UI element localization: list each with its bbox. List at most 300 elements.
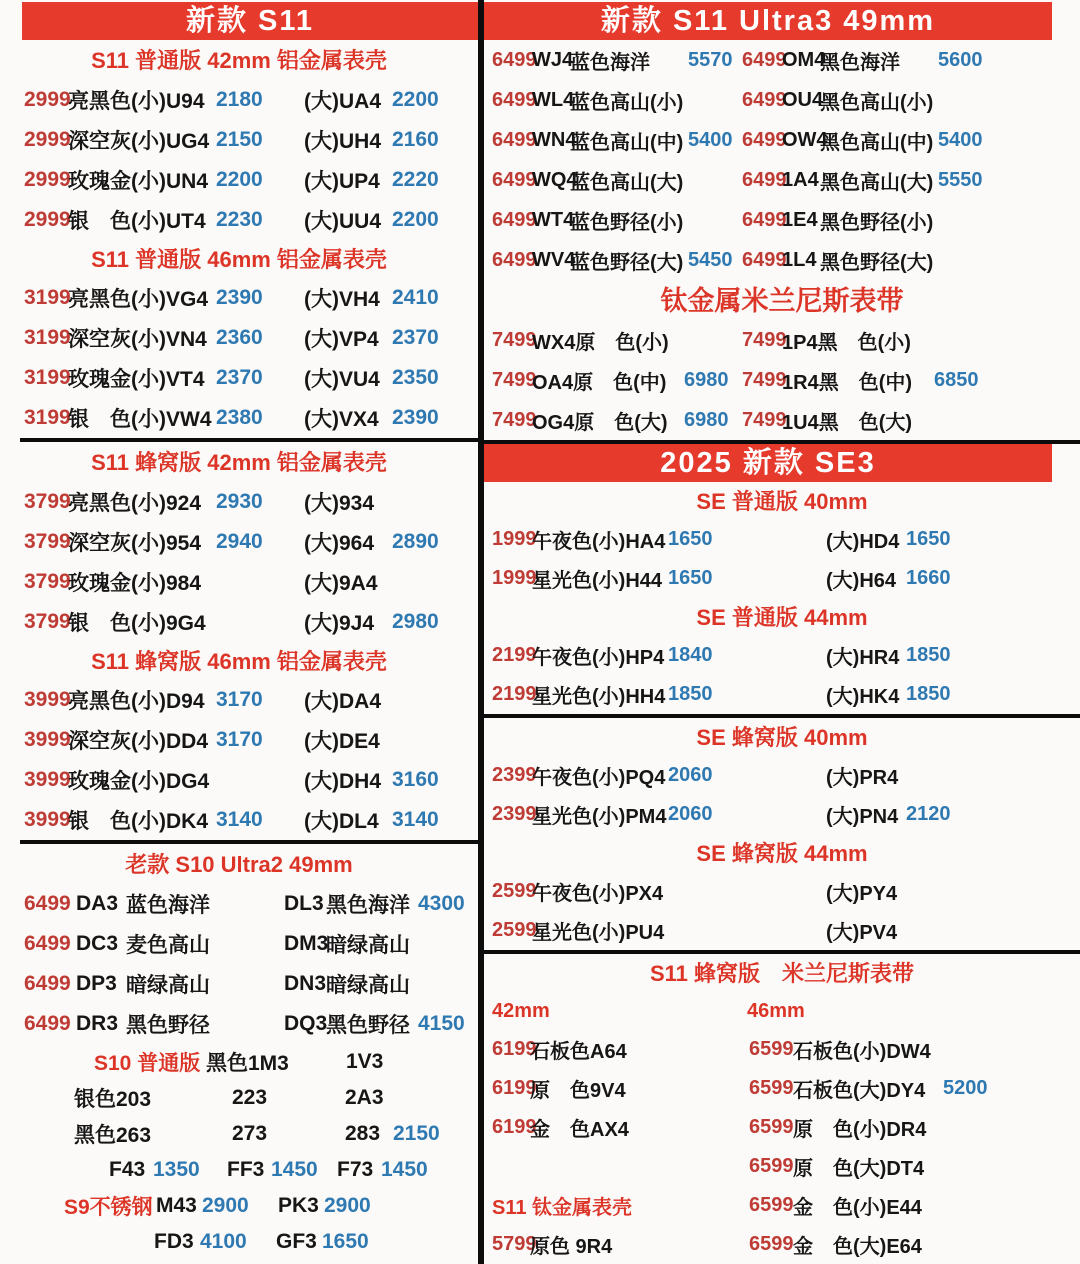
quote-price: 2150 bbox=[393, 1122, 440, 1145]
model-label: 玫瑰金(小)984 bbox=[68, 572, 202, 595]
table-row bbox=[484, 200, 1080, 240]
model-label: 黑色263 bbox=[74, 1124, 152, 1147]
model-label: DL3 bbox=[284, 892, 324, 915]
model-label: 石板色A64 bbox=[530, 1041, 627, 1063]
list-price: 6499 bbox=[742, 248, 787, 271]
list-price: 6499 bbox=[742, 208, 787, 231]
list-price: 5799 bbox=[492, 1233, 537, 1255]
model-label: OA4原 色(中) bbox=[532, 371, 667, 394]
model-label: 玫瑰金(小)VT4 bbox=[68, 368, 205, 391]
table-row bbox=[0, 720, 478, 760]
quote-price: 3170 bbox=[216, 728, 263, 751]
list-price: 6499 bbox=[24, 892, 71, 915]
table-row bbox=[0, 120, 478, 160]
list-price: 2999 bbox=[24, 88, 71, 111]
model-label: OU4 bbox=[782, 88, 824, 111]
right-column bbox=[484, 0, 1080, 1264]
quote-price: 1450 bbox=[381, 1158, 428, 1181]
table-row bbox=[0, 760, 478, 800]
list-price: 2399 bbox=[492, 803, 537, 825]
section-header: S11 蜂窝版 米兰尼斯表带 bbox=[649, 961, 915, 986]
model-label: (大)UH4 bbox=[304, 130, 381, 153]
model-label: 蓝色海洋 bbox=[126, 894, 210, 917]
model-label: (大)9J4 bbox=[304, 612, 375, 635]
quote-price: 3140 bbox=[392, 808, 439, 831]
model-label: OM4 bbox=[782, 48, 826, 71]
model-label: WT4 bbox=[532, 208, 575, 231]
list-price: 6199 bbox=[492, 1077, 537, 1099]
quote-price: 2360 bbox=[216, 326, 263, 349]
model-label: 黑色高山(小) bbox=[820, 91, 934, 114]
model-label: 午夜色(小)PX4 bbox=[532, 883, 664, 905]
model-label: (大)9A4 bbox=[304, 572, 378, 595]
table-row bbox=[484, 1069, 1080, 1108]
list-price: 2599 bbox=[492, 880, 537, 902]
model-label: OG4原 色(大) bbox=[532, 411, 668, 434]
quote-price: 2200 bbox=[392, 88, 439, 111]
list-price: 7499 bbox=[492, 408, 537, 431]
table-row bbox=[0, 680, 478, 720]
quote-price: 6850 bbox=[934, 368, 979, 391]
model-label: 深空灰(小)UG4 bbox=[68, 130, 210, 153]
quote-price: 2370 bbox=[392, 326, 439, 349]
model-label: (大)VP4 bbox=[304, 328, 379, 351]
quote-price: 4100 bbox=[200, 1230, 247, 1253]
model-label: 亮黑色(小)924 bbox=[68, 492, 202, 515]
quote-price: 2230 bbox=[216, 208, 263, 231]
model-label: 银 色(小)9G4 bbox=[68, 612, 206, 635]
table-row bbox=[484, 1225, 1080, 1264]
list-price: 6499 bbox=[492, 168, 537, 191]
quote-price: 1650 bbox=[906, 528, 951, 550]
table-row bbox=[0, 800, 478, 840]
list-price: 6499 bbox=[742, 128, 787, 151]
table-row bbox=[484, 120, 1080, 160]
model-label: 星光色(小)PU4 bbox=[532, 922, 665, 944]
model-label: (大)H64 bbox=[826, 570, 897, 592]
quote-price: 1650 bbox=[668, 567, 713, 589]
model-label: 1P4黑 色(小) bbox=[782, 331, 911, 354]
model-label: 星光色(小)HH4 bbox=[532, 686, 666, 708]
model-label: 黑色野径(大) bbox=[820, 251, 934, 274]
model-label: 黑色高山(大) bbox=[820, 171, 934, 194]
model-label: DQ3 bbox=[284, 1012, 328, 1035]
list-price: 6499 bbox=[742, 48, 787, 71]
model-label: 黑色野径 bbox=[326, 1014, 410, 1037]
model-label: 玫瑰金(小)DG4 bbox=[68, 770, 210, 793]
model-label: 暗绿高山 bbox=[126, 974, 210, 997]
quote-price: 4300 bbox=[418, 892, 465, 915]
model-label: 银色203 bbox=[74, 1088, 152, 1111]
list-price: 3999 bbox=[24, 808, 71, 831]
model-label: DN3 bbox=[284, 972, 327, 995]
list-price: 7499 bbox=[742, 408, 787, 431]
quote-price: 3170 bbox=[216, 688, 263, 711]
model-label: (大)PN4 bbox=[826, 806, 899, 828]
table-row bbox=[0, 1004, 478, 1044]
model-label: 银 色(小)VW4 bbox=[68, 408, 212, 431]
quote-price: 6980 bbox=[684, 368, 729, 391]
list-price: 7499 bbox=[492, 328, 537, 351]
table-row bbox=[484, 520, 1080, 559]
list-price: 6199 bbox=[492, 1038, 537, 1060]
table-row bbox=[484, 400, 1080, 440]
model-label: 1A4 bbox=[782, 168, 819, 191]
list-price: 3799 bbox=[24, 530, 71, 553]
model-label: 亮黑色(小)D94 bbox=[68, 690, 205, 713]
list-price: 3799 bbox=[24, 490, 71, 513]
list-price: 6599 bbox=[749, 1116, 794, 1138]
quote-price: 2060 bbox=[668, 764, 713, 786]
model-label: F43 bbox=[109, 1158, 146, 1181]
inline-header: S10 普通版 bbox=[94, 1052, 201, 1075]
model-label: DC3 bbox=[76, 932, 119, 955]
quote-price: 6980 bbox=[684, 408, 729, 431]
table-row bbox=[0, 1116, 478, 1152]
table-row bbox=[0, 522, 478, 562]
table-row bbox=[484, 40, 1080, 80]
table-row bbox=[484, 1030, 1080, 1069]
model-label: (大)HR4 bbox=[826, 647, 900, 669]
section-banner: 2025 新款 SE3 bbox=[484, 444, 1052, 482]
model-label: (大)VU4 bbox=[304, 368, 380, 391]
section-header: SE 蜂窝版 44mm bbox=[696, 841, 868, 866]
list-price: 7499 bbox=[742, 368, 787, 391]
table-row bbox=[484, 240, 1080, 280]
model-label: DM3 bbox=[284, 932, 329, 955]
model-label: 蓝色海洋 bbox=[570, 51, 650, 74]
table-row bbox=[484, 1186, 1080, 1225]
quote-price: 1850 bbox=[906, 644, 951, 666]
quote-price: 3160 bbox=[392, 768, 439, 791]
table-row bbox=[484, 80, 1080, 120]
quote-price: 1350 bbox=[153, 1158, 200, 1181]
section-header: S11 普通版 42mm 铝金属表壳 bbox=[91, 48, 387, 73]
model-label: 银 色(小)DK4 bbox=[68, 810, 208, 833]
quote-price: 2390 bbox=[392, 406, 439, 429]
quote-price: 2930 bbox=[216, 490, 263, 513]
list-price: 2999 bbox=[24, 168, 71, 191]
list-price: 3999 bbox=[24, 768, 71, 791]
model-label: 黑色海洋 bbox=[820, 51, 900, 74]
model-label: FD3 bbox=[154, 1230, 194, 1253]
model-label: 星光色(小)H44 bbox=[532, 570, 663, 592]
model-label: 蓝色高山(中) bbox=[570, 131, 684, 154]
list-price: 3999 bbox=[24, 688, 71, 711]
model-label: 金 色AX4 bbox=[530, 1119, 629, 1141]
table-row bbox=[0, 200, 478, 240]
table-row bbox=[484, 636, 1080, 675]
model-label: FF3 bbox=[227, 1158, 265, 1181]
quote-price: 2060 bbox=[668, 803, 713, 825]
model-label: (大)HK4 bbox=[826, 686, 900, 708]
model-label: 星光色(小)PM4 bbox=[532, 806, 667, 828]
list-price: 6499 bbox=[492, 128, 537, 151]
model-label: 1E4 bbox=[782, 208, 818, 231]
model-label: 玫瑰金(小)UN4 bbox=[68, 170, 208, 193]
model-label: 蓝色高山(小) bbox=[570, 91, 684, 114]
model-label: 2A3 bbox=[345, 1086, 384, 1109]
quote-price: 1450 bbox=[271, 1158, 318, 1181]
list-price: 7499 bbox=[742, 328, 787, 351]
model-label: (大)PV4 bbox=[826, 922, 898, 944]
model-label: WV4 bbox=[532, 248, 576, 271]
model-label: 暗绿高山 bbox=[326, 974, 410, 997]
table-row bbox=[484, 992, 1080, 1030]
table-row bbox=[0, 1224, 478, 1260]
model-label: OW4 bbox=[782, 128, 828, 151]
model-label: 原色 9R4 bbox=[530, 1236, 613, 1258]
model-label: DA3 bbox=[76, 892, 119, 915]
model-label: (大)UU4 bbox=[304, 210, 381, 233]
quote-price: 5400 bbox=[688, 128, 733, 151]
table-row bbox=[0, 482, 478, 522]
model-label: 黑色野径(小) bbox=[820, 211, 934, 234]
model-label: 午夜色(小)HA4 bbox=[532, 531, 666, 553]
model-label: (大)934 bbox=[304, 492, 375, 515]
quote-price: 1840 bbox=[668, 644, 713, 666]
quote-price: 2370 bbox=[216, 366, 263, 389]
model-label: 原 色9V4 bbox=[530, 1080, 626, 1102]
list-price: 6499 bbox=[742, 88, 787, 111]
table-row bbox=[0, 884, 478, 924]
quote-price: 2410 bbox=[392, 286, 439, 309]
quote-price: 2350 bbox=[392, 366, 439, 389]
model-label: WX4原 色(小) bbox=[532, 331, 669, 354]
model-label: DR3 bbox=[76, 1012, 119, 1035]
list-price: 6199 bbox=[492, 1116, 537, 1138]
list-price: 6599 bbox=[749, 1038, 794, 1060]
model-label: 金 色(小)E44 bbox=[793, 1197, 922, 1219]
list-price: 6499 bbox=[492, 248, 537, 271]
left-column-banner: 新款 S11 bbox=[22, 2, 478, 40]
list-price: 6499 bbox=[492, 208, 537, 231]
model-label: (大)VH4 bbox=[304, 288, 380, 311]
quote-price: 1650 bbox=[322, 1230, 369, 1253]
model-label: 283 bbox=[345, 1122, 381, 1145]
list-price: 6599 bbox=[749, 1155, 794, 1177]
list-price: 6499 bbox=[492, 88, 537, 111]
model-label: M43 bbox=[156, 1194, 197, 1217]
quote-price: 2150 bbox=[216, 128, 263, 151]
section-header: 钛金属米兰尼斯表带 bbox=[660, 286, 904, 316]
quote-price: 5400 bbox=[938, 128, 983, 151]
model-label: 1L4 bbox=[782, 248, 817, 271]
model-label: (大)PY4 bbox=[826, 883, 898, 905]
list-price: 1999 bbox=[492, 528, 537, 550]
table-row bbox=[0, 1044, 478, 1080]
quote-price: 2980 bbox=[392, 610, 439, 633]
model-label: 午夜色(小)PQ4 bbox=[532, 767, 666, 789]
table-row bbox=[0, 602, 478, 642]
list-price: 6499 bbox=[24, 972, 71, 995]
inline-header: 42mm bbox=[492, 999, 550, 1022]
table-row bbox=[484, 559, 1080, 598]
table-row bbox=[484, 160, 1080, 200]
list-price: 7499 bbox=[492, 368, 537, 391]
table-row bbox=[484, 675, 1080, 714]
table-row bbox=[484, 1147, 1080, 1186]
quote-price: 5450 bbox=[688, 248, 733, 271]
model-label: 223 bbox=[232, 1086, 268, 1109]
list-price: 3999 bbox=[24, 728, 71, 751]
section-header: SE 蜂窝版 40mm bbox=[696, 725, 868, 750]
quote-price: 1850 bbox=[668, 683, 713, 705]
table-row bbox=[0, 1152, 478, 1188]
quote-price: 5600 bbox=[938, 48, 983, 71]
model-label: 黑色野径 bbox=[126, 1014, 210, 1037]
model-label: (大)DL4 bbox=[304, 810, 379, 833]
model-label: 黑色海洋 bbox=[326, 894, 410, 917]
table-row bbox=[0, 1188, 478, 1224]
model-label: 石板色(大)DY4 bbox=[793, 1080, 926, 1102]
model-label: DP3 bbox=[76, 972, 117, 995]
section-header: SE 普通版 44mm bbox=[696, 605, 868, 630]
list-price: 2999 bbox=[24, 128, 71, 151]
model-label: 深空灰(小)VN4 bbox=[68, 328, 207, 351]
quote-price: 2220 bbox=[392, 168, 439, 191]
model-label: 1V3 bbox=[346, 1050, 384, 1073]
model-label: WL4 bbox=[532, 88, 575, 111]
model-label: WN4 bbox=[532, 128, 577, 151]
table-row bbox=[0, 1080, 478, 1116]
model-label: 1R4黑 色(中) bbox=[782, 371, 913, 394]
model-label: (大)UA4 bbox=[304, 90, 381, 113]
table-row bbox=[484, 320, 1080, 360]
list-price: 3199 bbox=[24, 326, 71, 349]
quote-price: 2890 bbox=[392, 530, 439, 553]
list-price: 2599 bbox=[492, 919, 537, 941]
model-label: 麦色高山 bbox=[126, 934, 210, 957]
quote-price: 2390 bbox=[216, 286, 263, 309]
model-label: 银 色(小)UT4 bbox=[68, 210, 206, 233]
model-label: (大)HD4 bbox=[826, 531, 900, 553]
model-label: 暗绿高山 bbox=[326, 934, 410, 957]
model-label: 亮黑色(小)U94 bbox=[68, 90, 205, 113]
model-label: (大)PR4 bbox=[826, 767, 899, 789]
list-price: 2399 bbox=[492, 764, 537, 786]
section-header: S11 普通版 46mm 铝金属表壳 bbox=[91, 247, 387, 272]
table-row bbox=[0, 964, 478, 1004]
model-label: PK3 bbox=[278, 1194, 319, 1217]
inline-header: S9不锈钢 bbox=[64, 1196, 153, 1219]
model-label: 蓝色高山(大) bbox=[570, 171, 684, 194]
quote-price: 3140 bbox=[216, 808, 263, 831]
table-row bbox=[0, 358, 478, 398]
table-row bbox=[0, 318, 478, 358]
quote-price: 2180 bbox=[216, 88, 263, 111]
model-label: (大)DH4 bbox=[304, 770, 381, 793]
quote-price: 1650 bbox=[668, 528, 713, 550]
model-label: (大)DE4 bbox=[304, 730, 380, 753]
model-label: 金 色(大)E64 bbox=[793, 1236, 922, 1258]
model-label: (大)VX4 bbox=[304, 408, 379, 431]
model-label: (大)DA4 bbox=[304, 690, 381, 713]
model-label: 蓝色野径(大) bbox=[570, 251, 684, 274]
table-row bbox=[0, 80, 478, 120]
table-row bbox=[0, 160, 478, 200]
model-label: 原 色(小)DR4 bbox=[793, 1119, 927, 1141]
list-price: 1999 bbox=[492, 567, 537, 589]
model-label: 午夜色(小)HP4 bbox=[532, 647, 665, 669]
model-label: 蓝色野径(小) bbox=[570, 211, 684, 234]
quote-price: 1660 bbox=[906, 567, 951, 589]
list-price: 2199 bbox=[492, 644, 537, 666]
model-label: WJ4 bbox=[532, 48, 574, 71]
table-row bbox=[0, 562, 478, 602]
left-column bbox=[0, 0, 478, 1264]
model-label: 深空灰(小)954 bbox=[68, 532, 202, 555]
section-header: S11 蜂窝版 46mm 铝金属表壳 bbox=[91, 649, 387, 674]
table-row bbox=[484, 360, 1080, 400]
list-price: 3799 bbox=[24, 610, 71, 633]
right-column-banner: 新款 S11 Ultra3 49mm bbox=[484, 2, 1052, 40]
quote-price: 1850 bbox=[906, 683, 951, 705]
quote-price: 2380 bbox=[216, 406, 263, 429]
quote-price: 5570 bbox=[688, 48, 733, 71]
quote-price: 2900 bbox=[324, 1194, 371, 1217]
list-price: 3199 bbox=[24, 286, 71, 309]
quote-price: 2160 bbox=[392, 128, 439, 151]
table-row bbox=[484, 872, 1080, 911]
table-row bbox=[0, 924, 478, 964]
model-label: 黑色高山(中) bbox=[820, 131, 934, 154]
list-price: 3799 bbox=[24, 570, 71, 593]
model-label: 亮黑色(小)VG4 bbox=[68, 288, 209, 311]
list-price: 2999 bbox=[24, 208, 71, 231]
table-row bbox=[0, 398, 478, 438]
table-row bbox=[484, 1108, 1080, 1147]
model-label: GF3 bbox=[276, 1230, 317, 1253]
table-row bbox=[484, 756, 1080, 795]
table-row bbox=[0, 278, 478, 318]
model-label: 黑色1M3 bbox=[206, 1052, 289, 1075]
model-label: (大)UP4 bbox=[304, 170, 380, 193]
model-label: 石板色(小)DW4 bbox=[793, 1041, 931, 1063]
table-row bbox=[484, 911, 1080, 950]
quote-price: 2120 bbox=[906, 803, 951, 825]
model-label: (大)964 bbox=[304, 532, 375, 555]
model-label: 深空灰(小)DD4 bbox=[68, 730, 208, 753]
quote-price: 2900 bbox=[202, 1194, 249, 1217]
quote-price: 5200 bbox=[943, 1077, 988, 1099]
list-price: 6499 bbox=[24, 932, 71, 955]
list-price: 6499 bbox=[492, 48, 537, 71]
model-label: 原 色(大)DT4 bbox=[793, 1158, 925, 1180]
list-price: 6599 bbox=[749, 1194, 794, 1216]
list-price: 6599 bbox=[749, 1077, 794, 1099]
quote-price: 2200 bbox=[392, 208, 439, 231]
list-price: 6499 bbox=[742, 168, 787, 191]
inline-header: S11 钛金属表壳 bbox=[492, 1197, 633, 1219]
section-header: S11 蜂窝版 42mm 铝金属表壳 bbox=[91, 450, 387, 475]
model-label: 273 bbox=[232, 1122, 268, 1145]
table-row bbox=[484, 795, 1080, 834]
quote-price: 5550 bbox=[938, 168, 983, 191]
list-price: 6599 bbox=[749, 1233, 794, 1255]
list-price: 3199 bbox=[24, 406, 71, 429]
section-header: 老款 S10 Ultra2 49mm bbox=[125, 852, 353, 877]
model-label: F73 bbox=[337, 1158, 374, 1181]
list-price: 3199 bbox=[24, 366, 71, 389]
list-price: 6499 bbox=[24, 1012, 71, 1035]
list-price: 2199 bbox=[492, 683, 537, 705]
quote-price: 2200 bbox=[216, 168, 263, 191]
quote-price: 4150 bbox=[418, 1012, 465, 1035]
quote-price: 2940 bbox=[216, 530, 263, 553]
section-header: SE 普通版 40mm bbox=[696, 489, 868, 514]
model-label: WQ4 bbox=[532, 168, 578, 191]
